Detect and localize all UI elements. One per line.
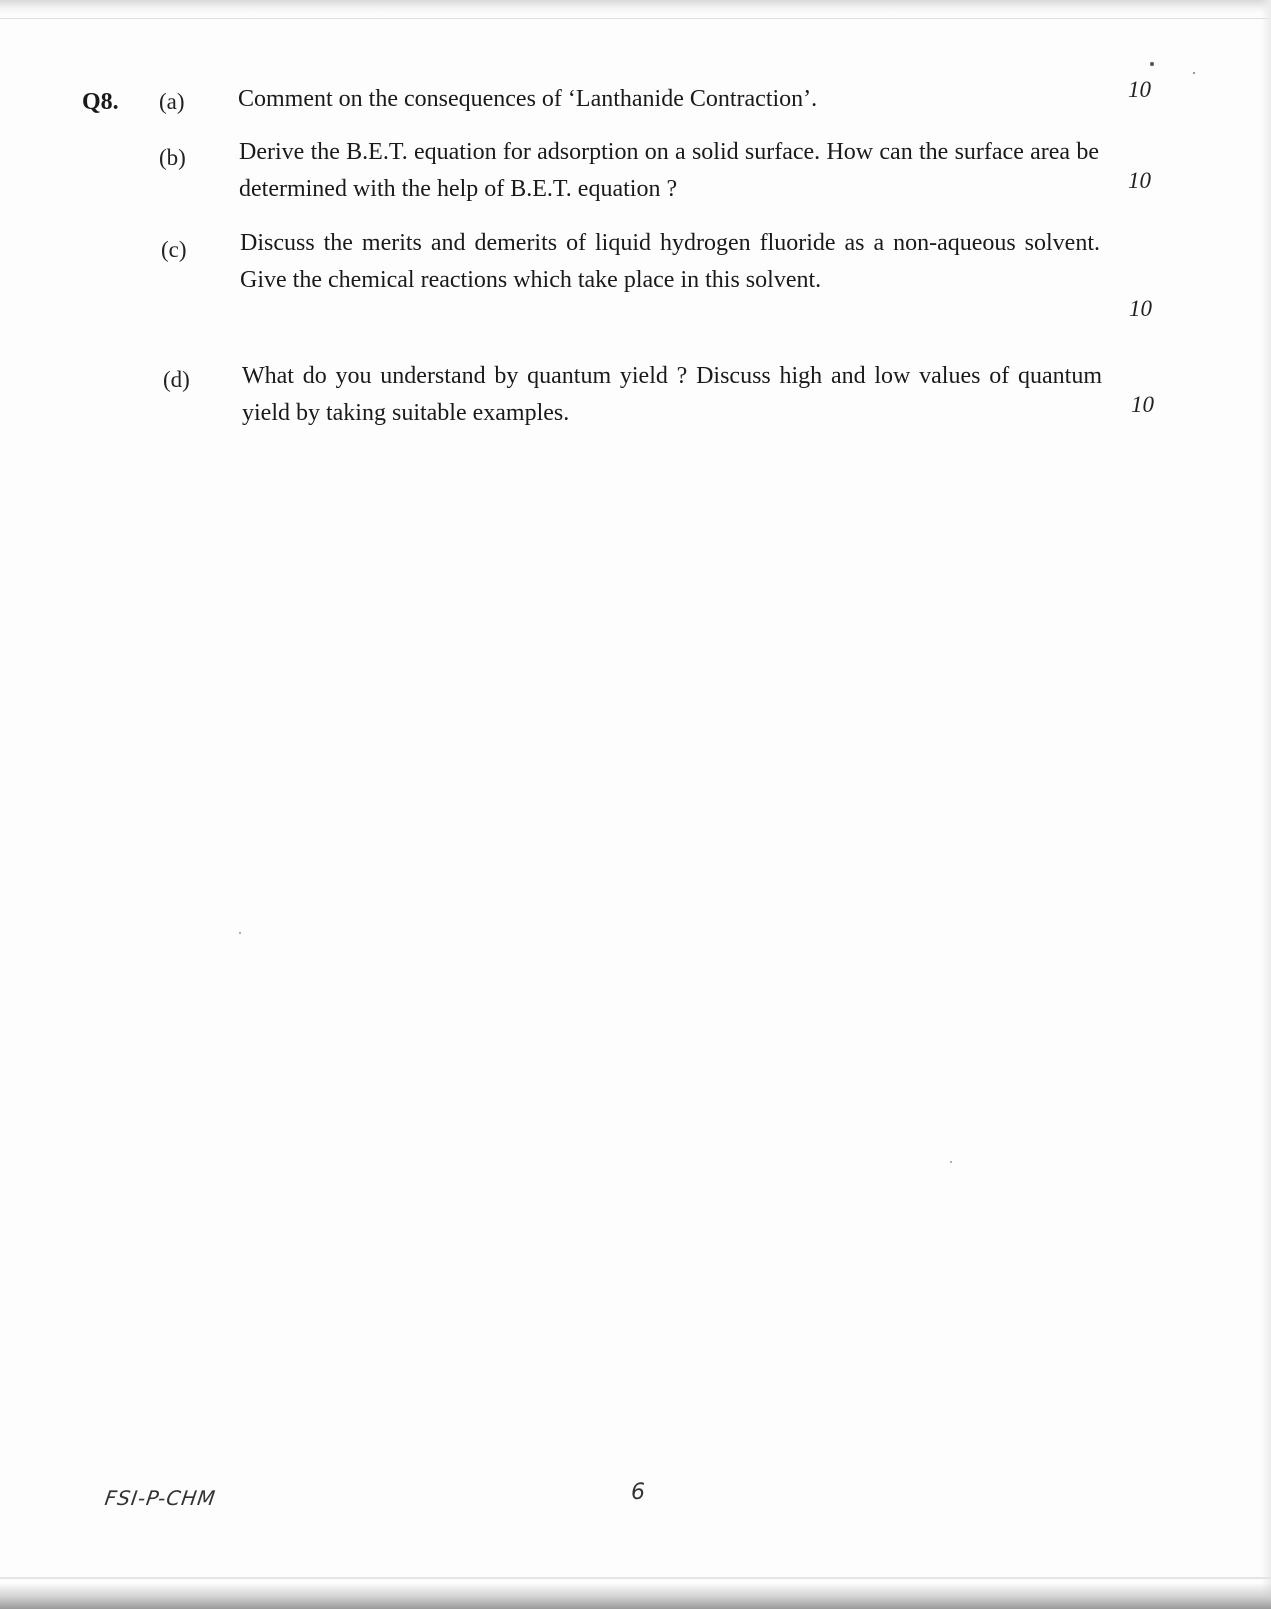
scan-speck	[950, 1161, 952, 1163]
paper-code: FSI-P-CHM	[103, 1486, 218, 1510]
part-a-text: Comment on the consequences of ‘Lanthanide Contraction’.	[238, 86, 818, 112]
part-b-label: (b)	[159, 145, 186, 170]
part-a-label: (a)	[159, 89, 185, 114]
scan-edge-bottom	[0, 1583, 1271, 1609]
part-a-marks: 10	[1128, 77, 1151, 102]
scan-line-top	[0, 18, 1271, 19]
part-d-label: (d)	[163, 367, 190, 392]
page-number: 6	[631, 1480, 645, 1505]
scan-speck	[1150, 62, 1154, 66]
part-c-marks: 10	[1129, 296, 1152, 321]
part-c-label: (c)	[161, 237, 187, 262]
part-d-text: What do you understand by quantum yield ? Discuss high and low values of quantum yield by taking suitable examples.	[242, 363, 1102, 426]
scan-line-bottom	[0, 1577, 1271, 1579]
question-number: Q8.	[82, 89, 119, 115]
scan-edge-top	[0, 0, 1271, 14]
scan-speck	[239, 932, 241, 934]
part-b-text: Derive the B.E.T. equation for adsorption on a solid surface. How can the surface area be determined with the help of B.E.T. equation ?	[239, 139, 1099, 202]
scan-speck	[1193, 72, 1195, 74]
scan-edge-right	[1261, 0, 1271, 1609]
part-c-text: Discuss the merits and demerits of liquid hydrogen fluoride as a non-aqueous solvent. Give the chemical reactions which take place in this solvent.	[240, 230, 1100, 293]
part-b-marks: 10	[1128, 168, 1151, 193]
part-d-marks: 10	[1131, 392, 1154, 417]
